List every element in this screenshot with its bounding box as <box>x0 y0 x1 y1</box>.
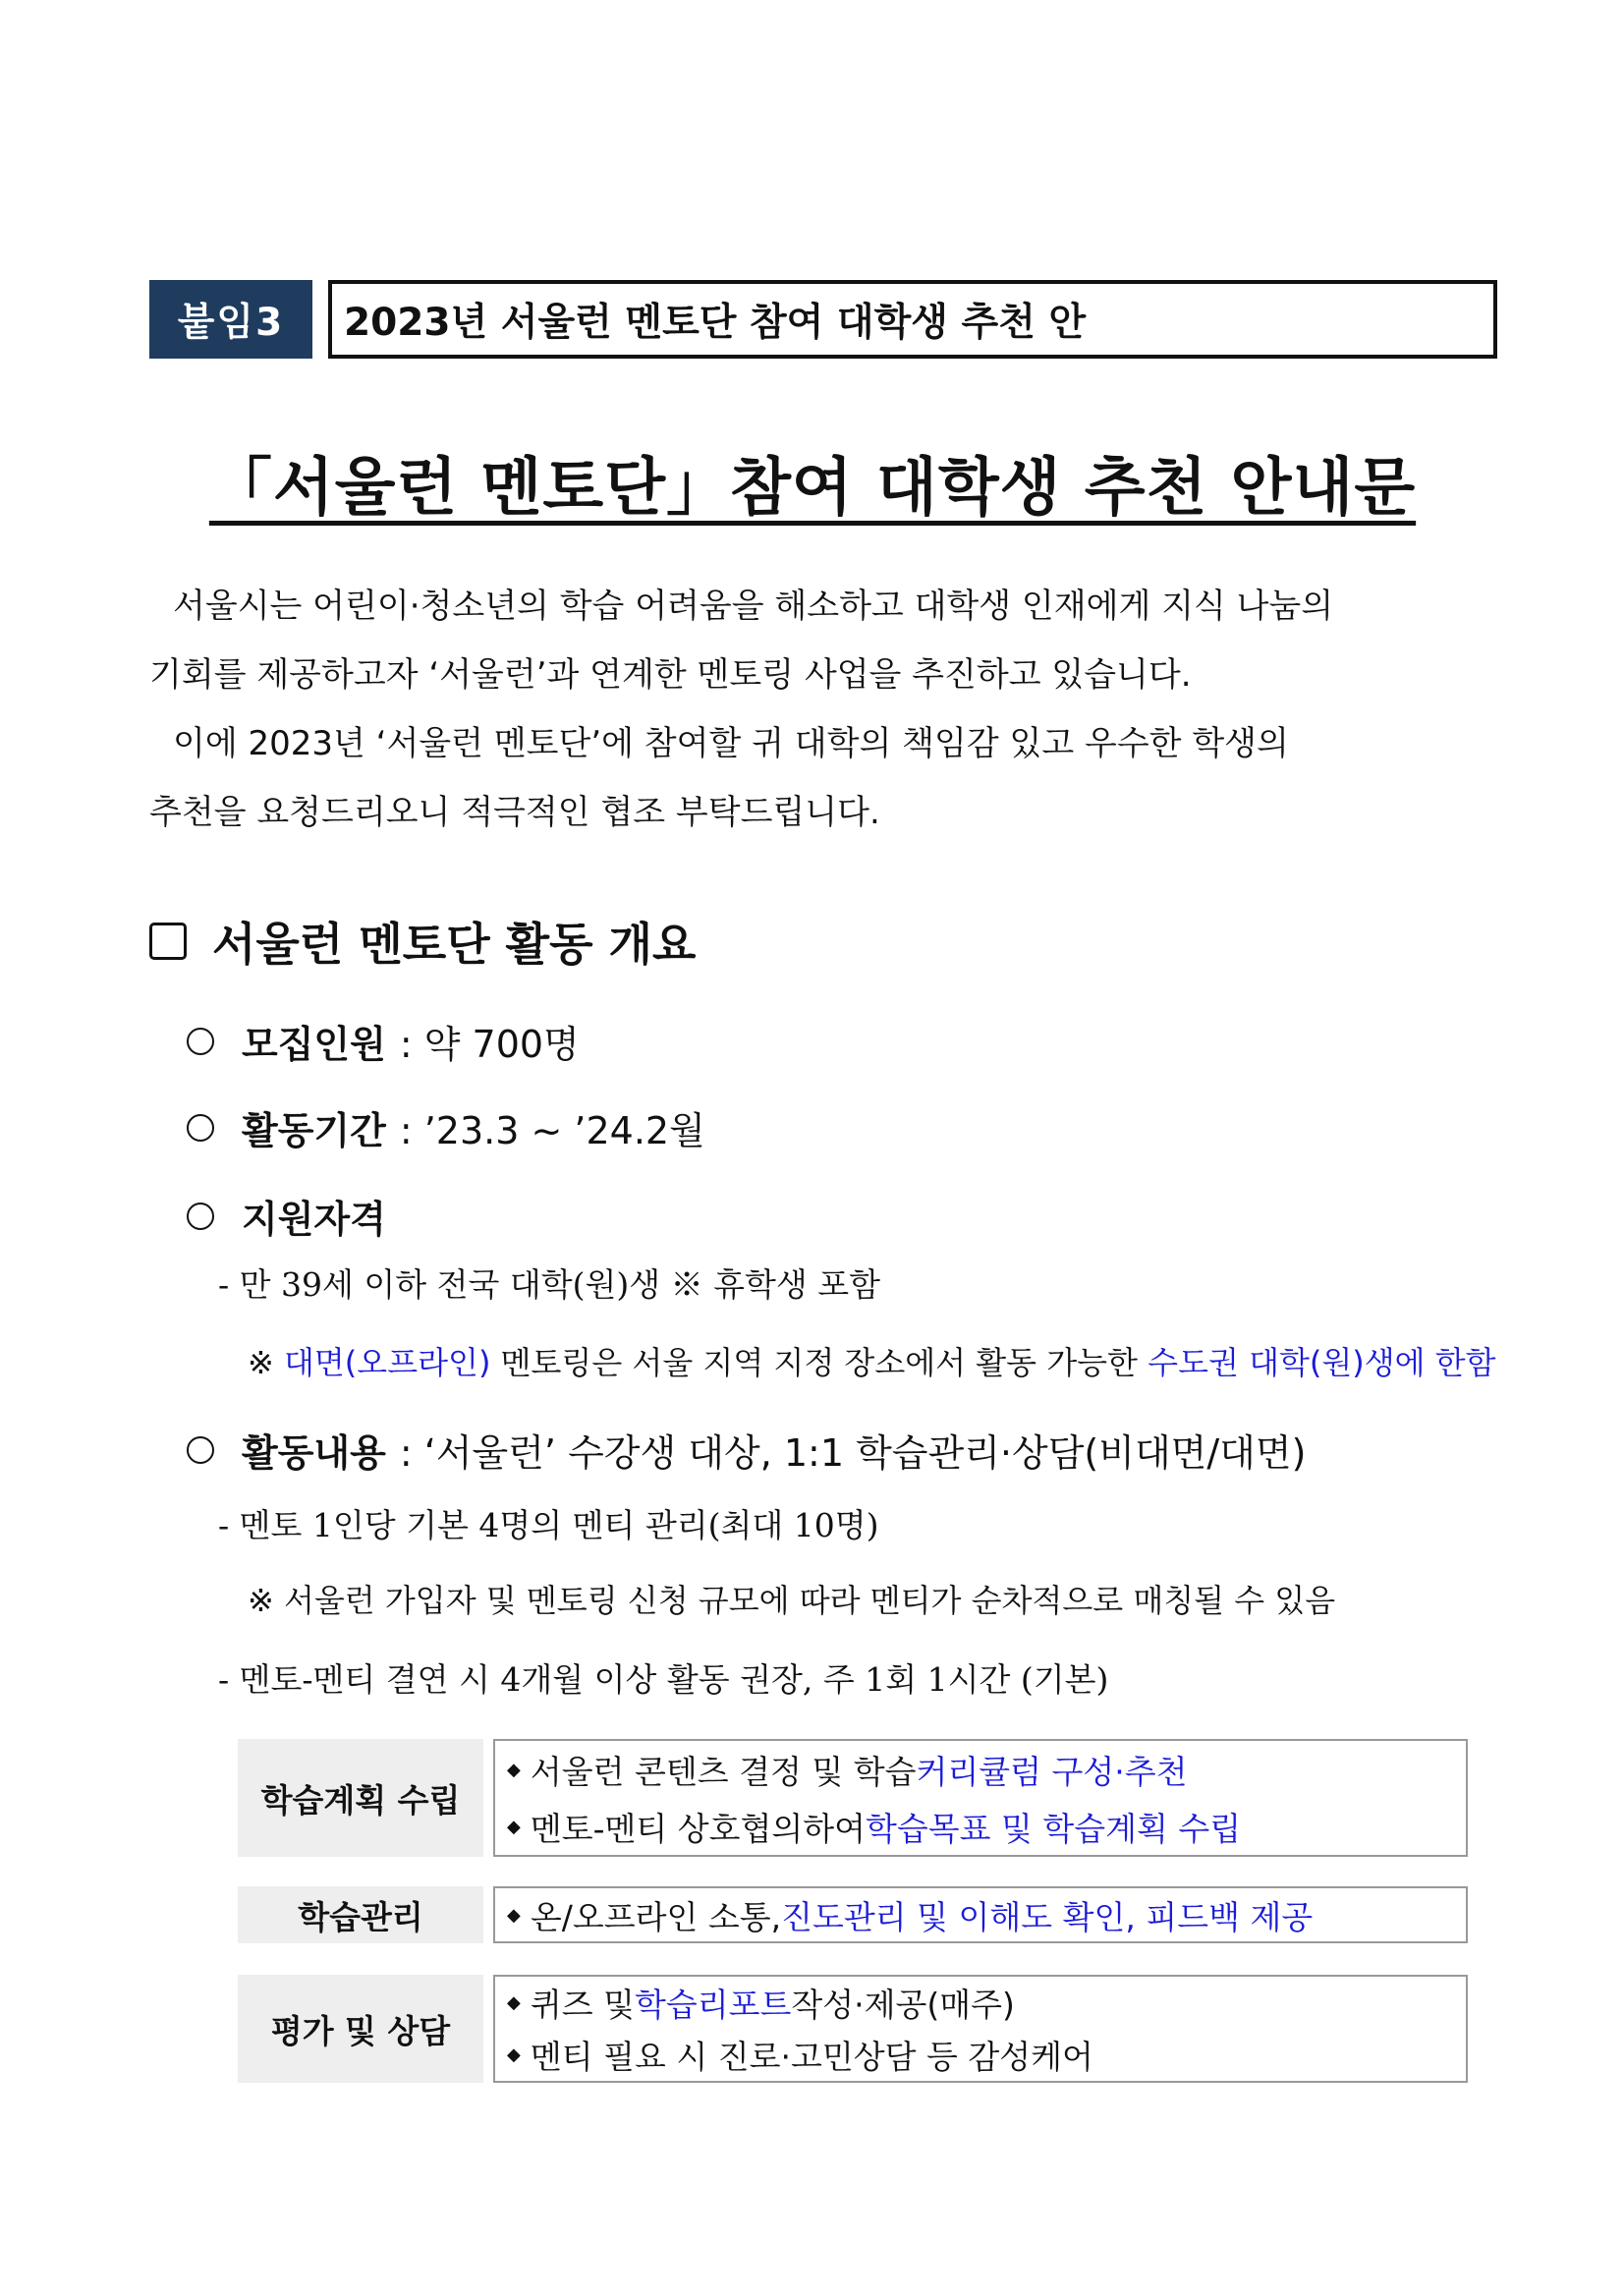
document-title-text: 「서울런 멘토단」참여 대학생 추천 안내문 <box>208 452 1417 525</box>
circle-bullet-icon <box>187 1028 214 1055</box>
row-highlight: 진도관리 및 이해도 확인, 피드백 제공 <box>781 1897 1314 1936</box>
item-activity <box>187 1423 1306 1477</box>
table-body-eval <box>493 1975 1468 2083</box>
item-label: 지원자격 <box>242 1198 386 1241</box>
item-recruit <box>187 1014 580 1068</box>
attachment-badge: 붙임3 <box>149 280 312 359</box>
table-row <box>507 1798 1466 1855</box>
table-body-manage <box>493 1886 1468 1943</box>
document-title <box>149 437 1476 528</box>
diamond-bullet-icon: ◆ <box>507 1992 521 2013</box>
intro-paragraph-1 <box>149 572 1485 709</box>
item-value: : ’23.3 ~ ’24.2월 <box>399 1109 705 1152</box>
row-text: 퀴즈 및 <box>530 1986 635 2024</box>
item-value: : ‘서울런’ 수강생 대상, 1:1 학습관리·상담(비대면/대면) <box>399 1431 1307 1475</box>
item-label: 활동내용 <box>242 1431 386 1475</box>
attachment-title: 2023년 서울런 멘토단 참여 대학생 추천 안 <box>328 280 1497 359</box>
table-row <box>507 1741 1466 1798</box>
circle-bullet-icon <box>187 1114 214 1142</box>
eligibility-note <box>248 1338 1496 1383</box>
intro-line: 이에 2023년 ‘서울런 멘토단’에 참여할 귀 대학의 책임감 있고 우수한 학생의 <box>173 724 1289 763</box>
row-highlight: 커리큘럼 구성·추천 <box>916 1752 1188 1791</box>
diamond-bullet-icon: ◆ <box>507 2044 521 2065</box>
circle-bullet-icon <box>187 1436 214 1464</box>
item-eligibility <box>187 1189 386 1243</box>
section-heading-text: 서울런 멘토단 활동 개요 <box>212 918 697 971</box>
row-text: 작성·제공(매주) <box>791 1986 1015 2024</box>
intro-paragraph-2 <box>149 709 1485 847</box>
intro-line: 기회를 제공하고자 ‘서울런’과 연계한 멘토링 사업을 추진하고 있습니다. <box>149 655 1192 695</box>
row-text: 온/오프라인 소통, <box>530 1897 782 1936</box>
item-label: 모집인원 <box>242 1023 386 1066</box>
table-row <box>507 1888 1466 1941</box>
row-text: 멘토-멘티 상호협의하여 <box>530 1809 867 1848</box>
table-row <box>507 1977 1466 2029</box>
square-icon <box>149 923 187 960</box>
diamond-bullet-icon: ◆ <box>507 1816 521 1837</box>
table-body-plan <box>493 1739 1468 1857</box>
circle-bullet-icon <box>187 1203 214 1230</box>
intro-line: 추천을 요청드리오니 적극적인 협조 부탁드립니다. <box>149 793 880 832</box>
row-highlight: 학습목표 및 학습계획 수립 <box>866 1809 1242 1848</box>
row-text: 서울런 콘텐츠 결정 및 학습 <box>530 1752 917 1791</box>
note-highlight: 수도권 대학(원)생에 한함 <box>1148 1344 1496 1381</box>
table-label-manage: 학습관리 <box>238 1886 483 1943</box>
note-highlight: 대면(오프라인) <box>283 1344 491 1381</box>
activity-detail: - 멘토-멘티 결연 시 4개월 이상 활동 권장, 주 1회 1시간 (기본) <box>218 1660 1109 1699</box>
row-text: 멘티 필요 시 진로·고민상담 등 감성케어 <box>530 2038 1093 2076</box>
eligibility-detail: - 만 39세 이하 전국 대학(원)생 ※ 휴학생 포함 <box>218 1265 880 1304</box>
row-highlight: 학습리포트 <box>634 1986 792 2024</box>
item-label: 활동기간 <box>242 1109 386 1152</box>
activity-detail: - 멘토 1인당 기본 4명의 멘티 관리(최대 10명) <box>218 1506 879 1544</box>
table-row <box>507 2029 1466 2081</box>
activity-note: ※ 서울런 가입자 및 멘토링 신청 규모에 따라 멘티가 순차적으로 매칭될 수 있음 <box>248 1582 1336 1619</box>
diamond-bullet-icon: ◆ <box>507 1759 521 1780</box>
section-heading <box>149 909 696 974</box>
diamond-bullet-icon: ◆ <box>507 1904 521 1926</box>
note-mark: ※ <box>248 1344 284 1381</box>
item-value: : 약 700명 <box>399 1023 580 1066</box>
table-label-eval: 평가 및 상담 <box>238 1975 483 2083</box>
note-text: 멘토링은 서울 지역 지정 장소에서 활동 가능한 <box>490 1344 1148 1381</box>
intro-line: 서울시는 어린이·청소년의 학습 어려움을 해소하고 대학생 인재에게 지식 나눔의 <box>173 587 1334 626</box>
item-period <box>187 1100 705 1154</box>
table-label-plan: 학습계획 수립 <box>238 1739 483 1857</box>
